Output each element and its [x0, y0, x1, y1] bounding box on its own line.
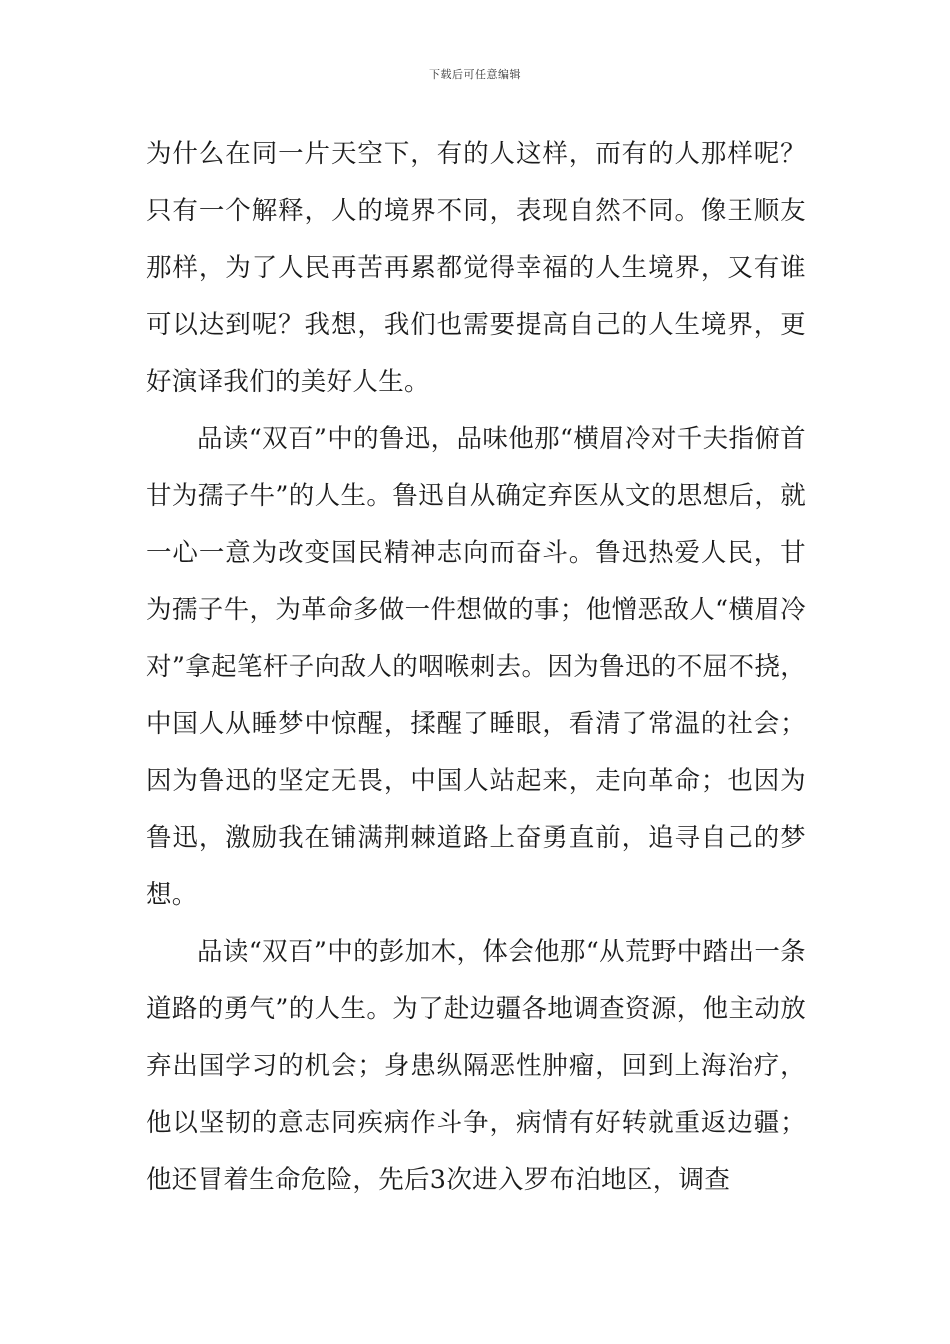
paragraph-1: 为什么在同一片天空下，有的人这样，而有的人那样呢？只有一个解释，人的境界不同，表现自然不同。像王顺友那样，为了人民再苦再累都觉得幸福的人生境界，又有谁可以达到呢？我想，我们也需要提高自己的人生境界，更好演译我们的美好人生。 [146, 139, 806, 397]
paragraph-3: 品读“双百”中的彭加木，体会他那“从荒野中踏出一条道路的勇气”的人生。为了赴边疆各地调查资源，他主动放弃出国学习的机会；身患纵隔恶性肿瘤，回到上海治疗，他以坚韧的意志同疾病作斗争，病情有好转就重返边疆；他还冒着生命危险，先后3次进入罗布泊地区，调查 [146, 937, 806, 1195]
page-header-note: 下载后可任意编辑 [429, 68, 521, 81]
document-body [146, 126, 806, 1209]
paragraph-2: 品读“双百”中的鲁迅，品味他那“横眉冷对千夫指俯首甘为孺子牛”的人生。鲁迅自从确定弃医从文的思想后，就一心一意为改变国民精神志向而奋斗。鲁迅热爱人民，甘为孺子牛，为革命多做一件想做的事；他憎恶敌人“横眉冷对”拿起笔杆子向敌人的咽喉刺去。因为鲁迅的不屈不挠，中国人从睡梦中惊醒，揉醒了睡眼，看清了常温的社会；因为鲁迅的坚定无畏，中国人站起来，走向革命；也因为鲁迅，激励我在铺满荆棘道路上奋勇直前，追寻自己的梦想。 [146, 424, 806, 910]
